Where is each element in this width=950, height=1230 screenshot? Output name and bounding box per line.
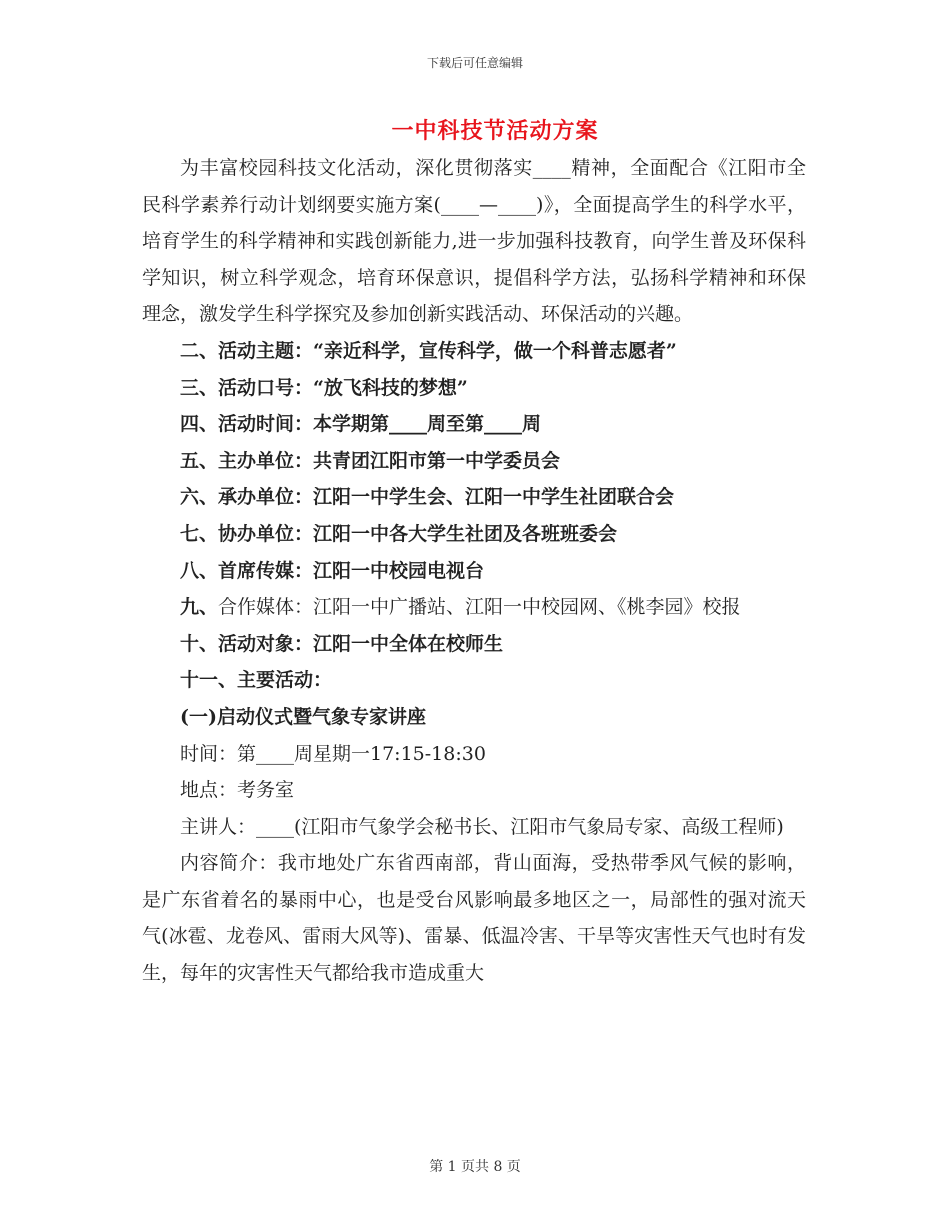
section-theme: 二、活动主题：“亲近科学，宣传科学，做一个科普志愿者” (180, 339, 677, 362)
section-time: 四、活动时间：本学期第____周至第____周 (180, 413, 542, 436)
activity-1-location: 地点：考务室 (180, 779, 295, 802)
intro-paragraph: 为丰富校园科技文化活动，深化贯彻落实____精神，全面配合《江阳市全民科学素养行动计划纲要实施方案(____—____)》，全面提高学生的科学水平，培育学生的科学精神和实践创新能力,进一步加强科技教育，向学生普及环保科学知识，树立科学观念，培育环保意识，提倡科学方法，弘扬科学精神和环保理念，激发学生科学探究及参加创新实践活动、环保活动的兴趣。 (142, 157, 806, 326)
section-chief-media: 八、首席传媒：江阳一中校园电视台 (180, 559, 485, 582)
section-slogan: 三、活动口号：“放飞科技的梦想” (180, 376, 468, 399)
section-co-organizer: 七、协办单位：江阳一中各大学生社团及各班班委会 (180, 522, 618, 545)
section-target: 十、活动对象：江阳一中全体在校师生 (180, 632, 504, 655)
header-note: 下载后可任意编辑 (426, 56, 523, 70)
section-main-activities: 十一、主要活动： (180, 669, 333, 692)
partner-media-text: 合作媒体：江阳一中广播站、江阳一中校园网、《桃李园》校报 (218, 596, 741, 619)
activity-1-time: 时间：第____周星期一17:15-18:30 (180, 742, 486, 765)
activity-1-heading: (一)启动仪式暨气象专家讲座 (180, 705, 426, 728)
document-title: 一中科技节活动方案 (391, 118, 599, 144)
section-organizer: 五、主办单位：共青团江阳市第一中学委员会 (180, 449, 561, 472)
activity-1-speaker: 主讲人：____(江阳市气象学会秘书长、江阳市气象局专家、高级工程师) (180, 815, 784, 838)
page-footer: 第 1 页共 8 页 (429, 1159, 521, 1175)
activity-1-summary: 内容简介：我市地处广东省西南部，背山面海，受热带季风气候的影响，是广东省着名的暴雨中心，也是受台风影响最多地区之一，局部性的强对流天气(冰雹、龙卷风、雷雨大风等)、雷暴、低温冷害、干旱等灾害性天气也时有发生，每年的灾害性天气都给我市造成重大 (142, 852, 806, 985)
section-partner-media (142, 589, 806, 626)
partner-media-label: 九、 (180, 596, 219, 619)
section-undertaker: 六、承办单位：江阳一中学生会、江阳一中学生社团联合会 (180, 486, 675, 509)
document-body (142, 150, 806, 992)
